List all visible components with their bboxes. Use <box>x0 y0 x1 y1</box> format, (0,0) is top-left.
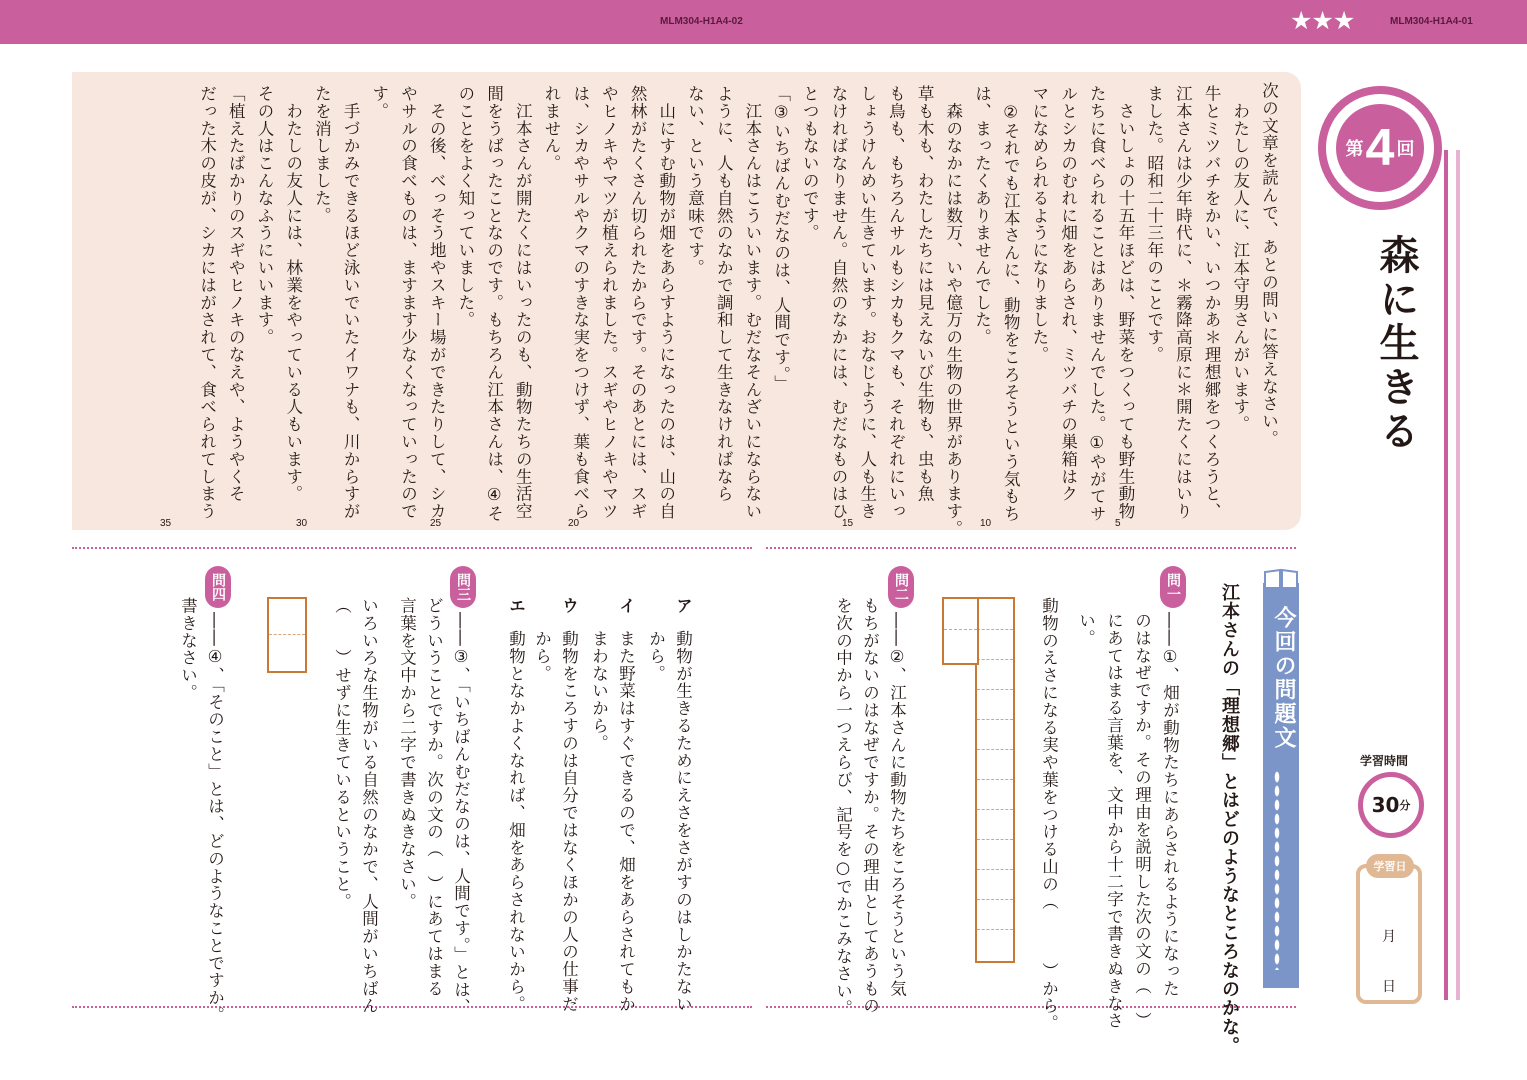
passage-line: やサルの食べものは、ますます少なくなっていったので <box>398 85 418 520</box>
q4-text-2: 書きなさい。 <box>178 597 198 702</box>
line-number: 20 <box>568 518 580 529</box>
passage-line: たを消しました。 <box>312 85 332 225</box>
passage-line: 山にすむ動物が畑をあらすようになったのは、山の自 <box>656 85 676 520</box>
line-number: 15 <box>842 518 854 529</box>
book-icon <box>1263 568 1299 590</box>
passage-line: とつもないのです。 <box>800 85 820 242</box>
passage-line: やヒノキやマツが植えられました。スギやヒノキやマツ <box>599 85 619 520</box>
q1-text-1: ――①、畑が動物たちにあらされるようになった <box>1160 612 1180 998</box>
q2-option-label[interactable]: イ <box>616 597 636 615</box>
divider-bottom-left <box>72 1006 752 1008</box>
q2-badge: 問二 <box>888 566 914 608</box>
passage-line: わたしの友人に、江本守男さんがいます。 <box>1230 85 1250 433</box>
page-code-right: MLM304-H1A4-01 <box>1390 16 1473 27</box>
passage-line: 手づかみできるほど泳いでいたイワナも、川からすが <box>341 85 361 520</box>
q1-text-2: のはなぜですか。その理由を説明した次の文の（ ） <box>1132 612 1152 1030</box>
lesson-number-prefix: 第 <box>1345 139 1364 160</box>
divider-right <box>766 547 1296 549</box>
page-code-left: MLM304-H1A4-02 <box>660 16 743 27</box>
q2-option-text-cont: まわないから。 <box>589 630 609 752</box>
q1-answer-line: 動物のえさになる実や葉をつける山の（ ）から。 <box>1039 597 1059 1032</box>
passage-line: ルとシカのむれに畑をあらされ、ミツバチの巣箱はク <box>1058 85 1078 503</box>
passage-line: 間をうばったことなのです。もちろん江本さんは、④そ <box>484 85 504 523</box>
q4-badge: 問四 <box>205 566 231 608</box>
q3-text-5: （ ）せずに生きているということ。 <box>332 597 352 911</box>
q2-option-text-cont: から。 <box>646 630 666 683</box>
q2-option-label[interactable]: ウ <box>559 597 579 615</box>
passage-line: す。 <box>369 85 389 120</box>
study-time-unit: 分 <box>1399 799 1411 812</box>
passage-line: ました。昭和二十三年のことです。 <box>1144 85 1164 364</box>
passage-line: ように、人も自然のなかで調和して生きなければなら <box>714 85 734 503</box>
q3-text-3: 言葉を文中から二字で書きぬきなさい。 <box>397 597 417 911</box>
passage-line: も鳥も、もちろんサルもシカもクマも、それぞれにいっ <box>886 85 906 520</box>
passage-line: 「③いちばんむだなのは、人間です。」 <box>771 85 791 393</box>
line-number: 10 <box>980 518 992 529</box>
line-number: 25 <box>430 518 442 529</box>
line-number: 5 <box>1115 518 1121 529</box>
passage-line: 然林がたくさん切られたからです。そのあとには、スギ <box>628 85 648 520</box>
passage-line: しょうけんめい生きています。おなじように、人も生き <box>857 85 877 520</box>
vertical-rule-outer <box>1444 150 1448 1000</box>
passage-line: 草も木も、わたしたちには見えないび生物も、虫も魚 <box>915 85 935 503</box>
q3-text-4: いろいろな生物がいる自然のなかで、人間がいちばん <box>359 597 379 1015</box>
study-time-value: 30 <box>1371 793 1400 817</box>
passage-line: 森のなかには数万、いや億万の生物の世界があります。 <box>943 85 963 538</box>
grid-cell-divider <box>977 809 1013 810</box>
passage-line: 江本さんは少年時代に、＊霧降高原に＊開たくにはいり <box>1173 85 1193 520</box>
divider-left <box>72 547 752 549</box>
passage-line: 次の文章を読んで、あとの問いに答えなさい。 <box>1259 82 1279 448</box>
difficulty-stars: ★★★ <box>1290 6 1355 35</box>
passage-line: マになめられるようになりました。 <box>1029 85 1049 364</box>
line-number: 30 <box>296 518 308 529</box>
month-label: 月 <box>1382 929 1396 945</box>
grid-cell-divider <box>977 629 1013 630</box>
passage-line: わたしの友人には、林業をやっている人もいます。 <box>283 85 303 503</box>
grid-cell-divider <box>977 869 1013 870</box>
lesson-number-suffix: 回 <box>1396 139 1415 160</box>
passage-line: だった木の皮が、シカにはがされて、食べられてしまう <box>197 85 217 520</box>
passage-line: なければなりません。自然のなかには、むだなものはひ <box>829 85 848 520</box>
study-date-box <box>1356 860 1422 1004</box>
passage-line: その人はこんなふうにいいます。 <box>255 85 274 346</box>
q1-answer-tab <box>942 597 979 665</box>
today-label: 今回の問題文 <box>1271 606 1296 750</box>
grid-cell-divider <box>977 899 1013 900</box>
passage-line: 「植えたばかりのスギやヒノキのなえや、ようやくそ <box>226 85 246 503</box>
q2-text-3: を次の中から一つえらび、記号を○でかこみなさい。 <box>833 597 853 1018</box>
study-time-clock <box>1358 772 1424 838</box>
q2-text-1: ――②、江本さんに動物たちをころそうという気 <box>887 612 907 998</box>
grid-cell-divider <box>977 839 1013 840</box>
grid-cell-divider <box>977 779 1013 780</box>
q1-text-4: い。 <box>1076 612 1096 647</box>
grid-cell-divider <box>977 749 1013 750</box>
lesson-title: 森に生きる <box>1373 234 1419 454</box>
grid-cell-divider <box>977 719 1013 720</box>
q2-option-text: 動物となかよくなれば、畑をあらされないから。 <box>506 630 526 1013</box>
passage-line: その後、べっそう地やスキー場ができたりして、シカ <box>427 85 447 520</box>
passage-line: 江本さんが開たくにはいったのも、動物たちの生活空 <box>513 85 533 520</box>
study-time-label: 学習時間 <box>1360 754 1409 768</box>
q3-text-1: ――③、「いちばんむだなのは、人間です。」とは、 <box>451 612 471 1016</box>
q2-option-label[interactable]: ア <box>673 597 693 615</box>
passage-line: ②それでも江本さんに、動物をころそうという気もち <box>1001 85 1021 523</box>
q1-answer-grid[interactable] <box>975 597 1015 963</box>
q2-option-text: また野菜はすぐできるので、畑をあらされてもか <box>616 630 636 1013</box>
today-question: 江本さんの「理想郷」とはどのようなところなのかな。 <box>1219 583 1240 1056</box>
line-number: 35 <box>160 518 172 529</box>
q1-badge: 問一 <box>1160 566 1186 608</box>
passage-line: 江本さんはこういいます。むだなそんざいにならない <box>742 85 762 520</box>
q2-option-text: 動物が生きるためにえさをさがすのはしかたない <box>673 630 693 1013</box>
grid-cell-divider <box>977 659 1013 660</box>
vertical-rule-inner <box>1456 150 1460 1000</box>
q2-text-2: もちがないのはなぜですか。その理由としてあうもの <box>860 597 880 1015</box>
passage-line: れません。 <box>542 85 561 172</box>
passage-line: ない、という意味です。 <box>685 85 705 277</box>
day-label: 日 <box>1382 979 1396 995</box>
passage-line: たちに食べられることはありませんでした。①やがてサ <box>1087 85 1107 523</box>
lesson-number: 4 <box>1365 119 1395 177</box>
passage-line: さいしょの十五年ほどは、野菜をつくっても野生動物 <box>1116 85 1135 520</box>
passage-line: 牛とミツバチをかい、いつかあ＊理想郷をつくろうと、 <box>1202 85 1222 520</box>
today-dots <box>1274 770 1280 970</box>
q3-answer-grid[interactable] <box>267 597 307 673</box>
q1-text-3: にあてはまる言葉を、文中から十二字で書きぬきなさ <box>1104 612 1124 1030</box>
q4-text-1: ――④、「そのこと」とは、どのようなことですか。 <box>205 612 225 1024</box>
lesson-number-badge <box>1318 86 1442 210</box>
grid-cell-divider <box>977 689 1013 690</box>
q2-option-label[interactable]: エ <box>506 597 526 615</box>
study-date-label: 学習日 <box>1366 854 1414 878</box>
passage-line: のことをよく知っていました。 <box>455 85 475 329</box>
passage-line: は、シカやサルやクマのすきな実をつけず、葉も食べら <box>570 85 590 520</box>
q2-option-text: 動物をころすのは自分ではなくほかの人の仕事だ <box>559 630 579 1013</box>
q2-option-text-cont: から。 <box>532 630 552 683</box>
passage-line: は、まったくありませんでした。 <box>972 85 992 346</box>
grid-cell-divider <box>977 929 1013 930</box>
q3-text-2: どういうことですか。次の文の（ ）にあてはまる <box>424 597 444 998</box>
q3-badge: 問三 <box>450 566 476 608</box>
